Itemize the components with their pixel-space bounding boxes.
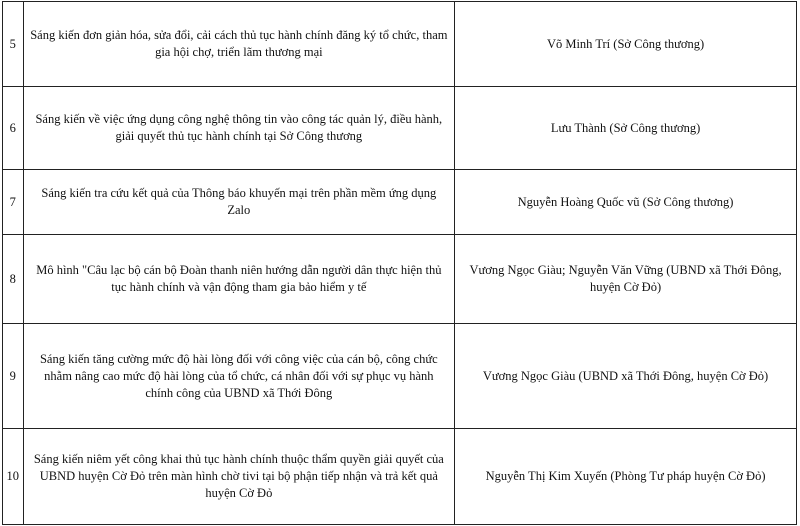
initiative-author: Nguyễn Hoàng Quốc vũ (Sở Công thương) [455,170,797,235]
row-number: 9 [3,324,24,429]
table-row [3,324,797,429]
initiatives-table [2,1,797,525]
table-row [3,87,797,170]
initiative-description: Sáng kiến tăng cường mức độ hài lòng đối với công việc của cán bộ, công chức nhằm nâng cao mức độ hài lòng của tổ chức, cá nhân đối với sự phục vụ hành chính công của UBND xã Thới Đông [23,324,454,429]
row-number: 5 [3,2,24,87]
initiative-description: Sáng kiến tra cứu kết quả của Thông báo khuyến mại trên phần mềm ứng dụng Zalo [23,170,454,235]
table-row [3,235,797,324]
initiative-author: Nguyễn Thị Kim Xuyến (Phòng Tư pháp huyện Cờ Đỏ) [455,429,797,525]
initiative-description: Mô hình "Câu lạc bộ cán bộ Đoàn thanh niên hướng dẫn người dân thực hiện thủ tục hành chính và vận động tham gia bảo hiểm y tế [23,235,454,324]
table-row [3,2,797,87]
row-number: 8 [3,235,24,324]
initiative-description: Sáng kiến niêm yết công khai thủ tục hành chính thuộc thẩm quyền giải quyết của UBND huyện Cờ Đỏ trên màn hình chờ tivi tại bộ phận tiếp nhận và trả kết quả huyện Cờ Đỏ [23,429,454,525]
initiative-description: Sáng kiến đơn giản hóa, sửa đổi, cải cách thủ tục hành chính đăng ký tổ chức, tham gia hội chợ, triển lãm thương mại [23,2,454,87]
table-row [3,429,797,525]
row-number: 10 [3,429,24,525]
table-row [3,170,797,235]
initiative-author: Vương Ngọc Giàu (UBND xã Thới Đông, huyện Cờ Đỏ) [455,324,797,429]
initiative-author: Võ Minh Trí (Sở Công thương) [455,2,797,87]
initiative-author: Vương Ngọc Giàu; Nguyễn Văn Vững (UBND xã Thới Đông, huyện Cờ Đỏ) [455,235,797,324]
row-number: 6 [3,87,24,170]
initiative-author: Lưu Thành (Sở Công thương) [455,87,797,170]
initiative-description: Sáng kiến về việc ứng dụng công nghệ thông tin vào công tác quản lý, điều hành, giải quyết thủ tục hành chính tại Sở Công thương [23,87,454,170]
row-number: 7 [3,170,24,235]
